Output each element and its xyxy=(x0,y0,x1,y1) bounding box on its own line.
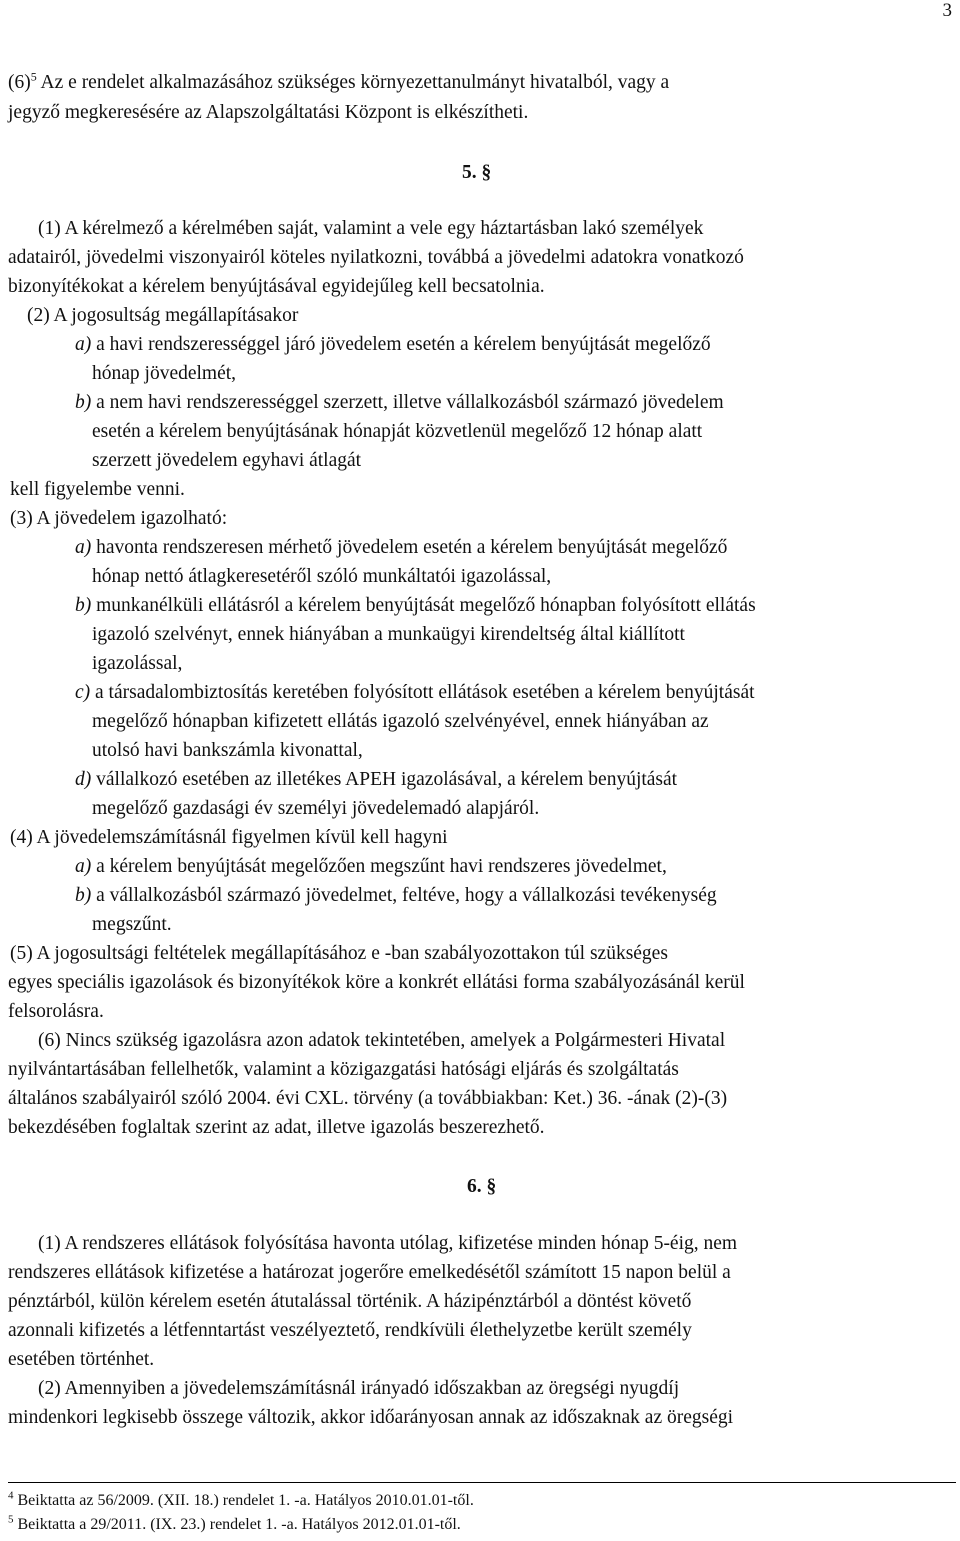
footnote-divider xyxy=(8,1482,956,1483)
s5-p3-c-line1: c) a társadalombiztosítás keretében folyósított ellátások esetében a kérelem benyújtását xyxy=(75,682,755,703)
s5-p3-d-line2: megelőző gazdasági év személyi jövedelemadó alapjáról. xyxy=(92,798,540,819)
s5-p6-line3: általános szabályairól szóló 2004. évi CXL. törvény (a továbbiakban: Ket.) 36. -ának (2)-(3) xyxy=(8,1088,728,1109)
s6-p2-line1: (2) Amennyiben a jövedelemszámításnál irányadó időszakban az öregségi nyugdíj xyxy=(38,1378,680,1399)
item-letter: b) xyxy=(75,392,92,413)
s5-p2-intro: (2) A jogosultság megállapításakor xyxy=(27,305,299,326)
s5-p3-c-line3: utolsó havi bankszámla kivonattal, xyxy=(92,740,363,761)
s5-p3-c-line2: megelőző hónapban kifizetett ellátás igazoló szelvényével, ennek hiányában az xyxy=(92,711,709,732)
section-sign-icon: § xyxy=(481,162,492,183)
s5-p2-a-line1: a) a havi rendszerességgel járó jövedelem esetén a kérelem benyújtását megelőző xyxy=(75,334,711,355)
item-letter: b) xyxy=(75,885,92,906)
s5-p3-b-line2: igazoló szelvényt, ennek hiányában a munkaügyi kirendeltség által kiállított xyxy=(92,624,685,645)
s5-p5-line3: felsorolásra. xyxy=(8,1001,104,1022)
item-letter: a) xyxy=(75,537,92,558)
s5-p3-b-line3: igazolással, xyxy=(92,653,183,674)
item-letter: a) xyxy=(75,334,92,355)
s5-p6-line1: (6) Nincs szükség igazolásra azon adatok tekintetében, amelyek a Polgármesteri Hivatal xyxy=(38,1030,726,1051)
s5-p3-intro: (3) A jövedelem igazolható: xyxy=(10,508,228,529)
s5-p3-d-line1: d) vállalkozó esetében az illetékes APEH igazolásával, a kérelem benyújtását xyxy=(75,769,678,790)
s6-p1-line5: esetében történhet. xyxy=(8,1349,155,1370)
footnote-5: $^5$ Beiktatta a 29/2011. (IX. 23.) rendelet 1. -a. Hatályos 2012.01.01-től. xyxy=(8,1513,461,1533)
s5-p1-line1: (1) A kérelmező a kérelmében saját, valamint a vele egy háztartásban lakó személyek xyxy=(38,218,704,239)
s5-p6-line4: bekezdésében foglaltak szerint az adat, illetve igazolás beszerezhető. xyxy=(8,1117,545,1138)
footnote-ref: 5 xyxy=(30,69,37,84)
s5-p5-line2: egyes speciális igazolások és bizonyítékok köre a konkrét ellátási forma szabályozásánál kerül xyxy=(8,972,745,993)
footnote-4: $^4$ Beiktatta az 56/2009. (XII. 18.) rendelet 1. -a. Hatályos 2010.01.01-től. xyxy=(8,1489,474,1509)
s6-p1-line1: (1) A rendszeres ellátások folyósítása havonta utólag, kifizetése minden hónap 5-éig, nem xyxy=(38,1233,738,1254)
para6-line1: $(6)^5$ Az e rendelet alkalmazásához szükséges környezettanulmányt hivatalból, vagy a xyxy=(8,69,670,93)
item-letter: a) xyxy=(75,856,92,877)
s6-p1-line4: azonnali kifizetés a létfenntartást veszélyeztető, rendkívüli élethelyzetbe került személy xyxy=(8,1320,692,1341)
s5-p6-line2: nyilvántartásában fellelhetők, valamint a közigazgatási hatósági eljárás és szolgáltatás xyxy=(8,1059,679,1080)
s5-p5-line1: (5) A jogosultsági feltételek megállapításához e -ban szabályozottakon túl szükséges xyxy=(10,943,668,964)
s5-p4-a-line1: a) a kérelem benyújtását megelőzően megszűnt havi rendszeres jövedelmet, xyxy=(75,856,667,877)
s5-p2-outro: kell figyelembe venni. xyxy=(10,479,185,500)
para6-line2: jegyző megkeresésére az Alapszolgáltatási Központ is elkészítheti. xyxy=(8,102,529,123)
item-letter: c) xyxy=(75,682,91,703)
s5-p1-line2: adatairól, jövedelmi viszonyairól köteles nyilatkozni, továbbá a jövedelmi adatokra vonatkozó xyxy=(8,247,744,268)
s5-p3-a-line2: hónap nettó átlagkeresetéről szóló munkáltatói igazolással, xyxy=(92,566,552,587)
s5-p1-line3: bizonyítékokat a kérelem benyújtásával egyidejűleg kell becsatolnia. xyxy=(8,276,545,297)
s5-p3-b-line1: b) munkanélküli ellátásról a kérelem benyújtását megelőző hónapban folyósított ellátás xyxy=(75,595,756,616)
section-sign-icon: § xyxy=(486,1176,497,1197)
s5-p4-b-line2: megszűnt. xyxy=(92,914,172,935)
page-number: 3 xyxy=(942,0,952,21)
s5-p3-a-line1: a) havonta rendszeresen mérhető jövedelem esetén a kérelem benyújtását megelőző xyxy=(75,537,728,558)
s5-p4-b-line1: b) a vállalkozásból származó jövedelmet, feltéve, hogy a vállalkozási tevékenység xyxy=(75,885,717,906)
item-letter: b) xyxy=(75,595,92,616)
s6-p1-line3: pénztárból, külön kérelem esetén átutalással történik. A házipénztárból a döntést követő xyxy=(8,1291,692,1312)
s6-p1-line2: rendszeres ellátások kifizetése a határozat jogerőre emelkedésétől számított 15 napon belül a xyxy=(8,1262,731,1283)
s5-p2-b-line2: esetén a kérelem benyújtásának hónapját közvetlenül megelőző 12 hónap alatt xyxy=(92,421,703,442)
section-6-heading: 6. § xyxy=(467,1176,497,1197)
s5-p2-b-line1: b) a nem havi rendszerességgel szerzett, illetve vállalkozásból származó jövedelem xyxy=(75,392,724,413)
s6-p2-line2: mindenkori legkisebb összege változik, akkor időarányosan annak az időszaknak az öregségi xyxy=(8,1407,734,1428)
s5-p4-intro: (4) A jövedelemszámításnál figyelmen kívül kell hagyni xyxy=(10,827,448,848)
s5-p2-a-line2: hónap jövedelmét, xyxy=(92,363,237,384)
section-5-heading: 5. § xyxy=(462,162,492,183)
item-letter: d) xyxy=(75,769,92,790)
s5-p2-b-line3: szerzett jövedelem egyhavi átlagát xyxy=(92,450,362,471)
